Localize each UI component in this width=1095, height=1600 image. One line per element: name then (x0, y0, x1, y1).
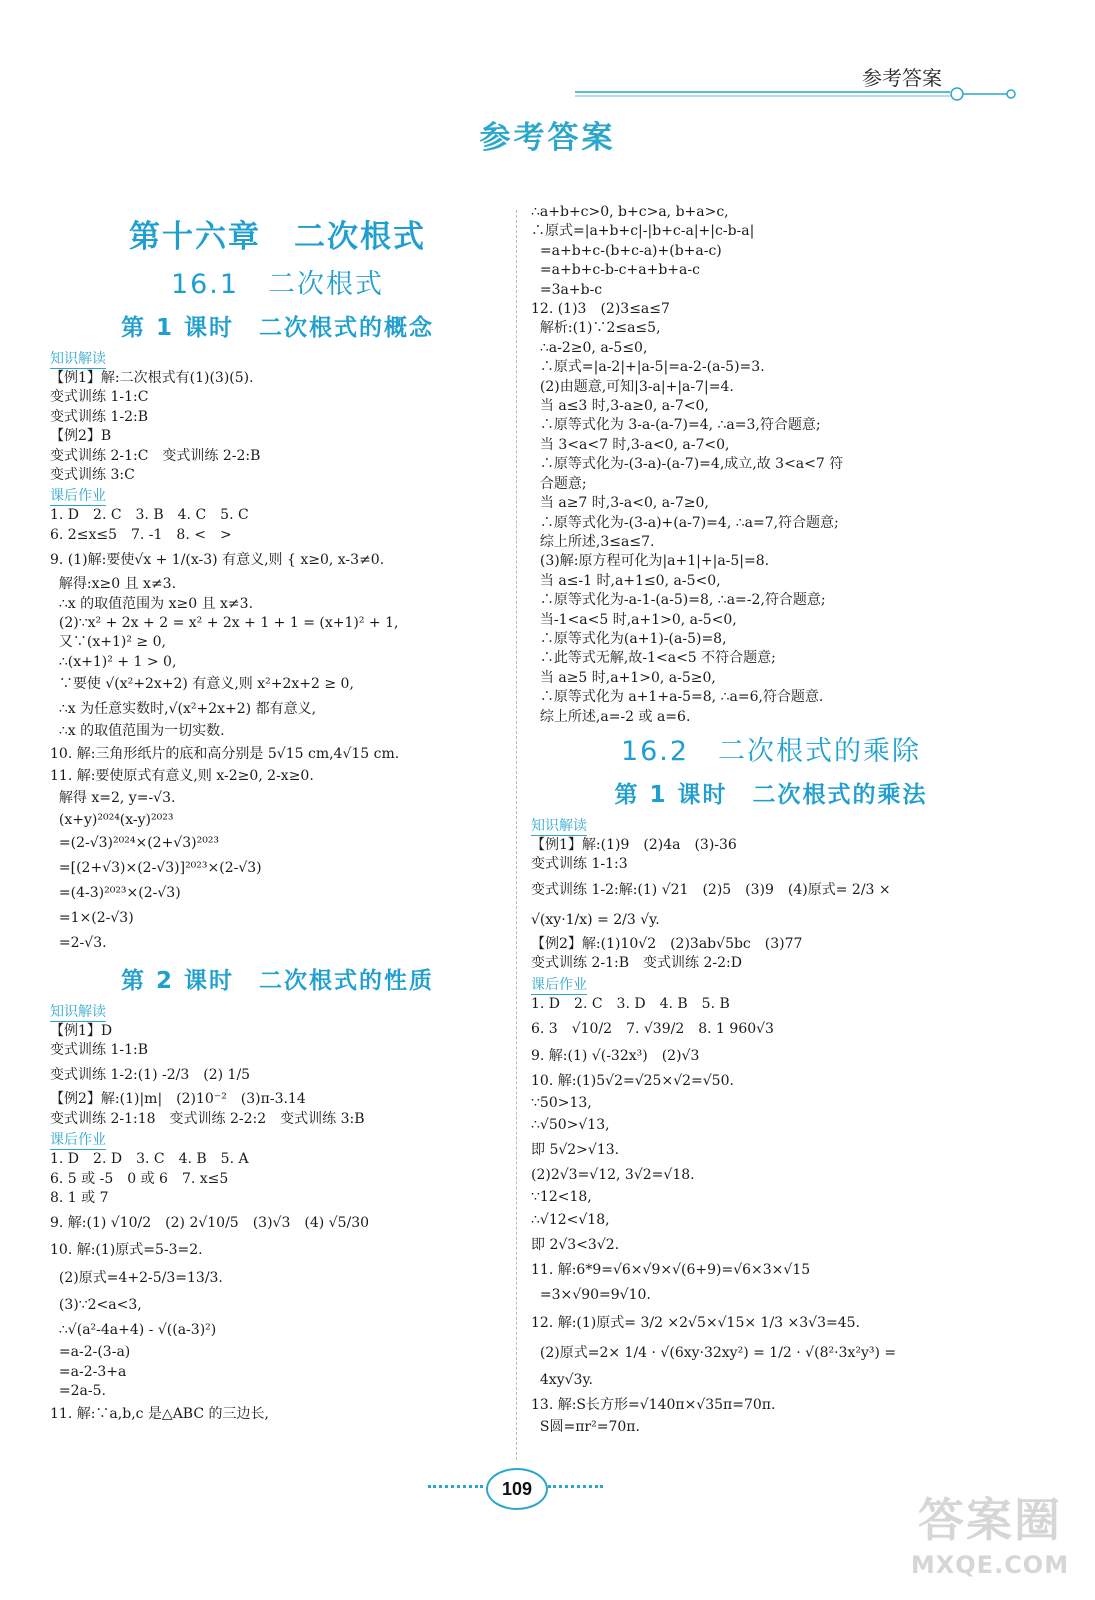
answer-line: 又∵(x+1)² ≥ 0, (50, 634, 166, 651)
answer-block (50, 369, 505, 485)
answer-line: =a-2-(3-a) (50, 1344, 131, 1361)
answer-line: 即 2√3<3√2. (531, 1236, 620, 1253)
answer-line: ∴a+b+c>0, b+c>a, b+a>c, (531, 204, 729, 220)
answer-line: ∴此等式无解,故-1<a<5 不符合题意; (531, 650, 776, 667)
answer-line: S圆=πr²=70π. (531, 1418, 640, 1435)
answer-line: 【例1】解:二次根式有(1)(3)(5). (50, 370, 254, 386)
answer-line: 解得 x=2, y=-√3. (50, 790, 176, 807)
answer-line: 11. 解:∵a,b,c 是△ABC 的三边长, (50, 1405, 269, 1422)
answer-line: 12. (1)3 (2)3≤a≤7 (531, 301, 670, 318)
answer-line: 【例2】解:(1)|m| (2)10⁻² (3)π-3.14 (50, 1091, 306, 1108)
answer-line: 6. 3 √10/2 7. √39/2 8. 1 960√3 (531, 1021, 774, 1037)
answer-line: 10. 解:三角形纸片的底和高分别是 5√15 cm,4√15 cm. (50, 745, 400, 762)
page-number-decoration (428, 1485, 483, 1488)
answer-line: 解得:x≥0 且 x≠3. (50, 576, 177, 593)
subheading-knowledge: 知识解读 (50, 351, 106, 367)
answer-line: 1. D 2. C 3. D 4. B 5. B (531, 995, 730, 1012)
answer-line: 11. 解:6*9=√6×√9×√(6+9)=√6×3×√15 (531, 1261, 811, 1278)
answer-line: 【例2】解:(1)10√2 (2)3ab√5bc (3)77 (531, 935, 803, 952)
answer-line: 合题意; (531, 475, 587, 492)
answer-line: 即 5√2>√13. (531, 1142, 620, 1159)
answer-line: 当 a≤3 时,3-a≥0, a-7<0, (531, 398, 709, 415)
answer-line: ∵12<18, (531, 1189, 592, 1206)
answer-line: 当 3<a<7 时,3-a<0, a-7<0, (531, 436, 730, 453)
answer-line: 8. 1 或 7 (50, 1189, 109, 1206)
answer-line: 10. 解:(1)原式=5-3=2. (50, 1242, 203, 1259)
page-number: 109 (486, 1468, 548, 1510)
section-title: 16.1 二次根式 (170, 269, 385, 300)
answer-line: 【例1】D (50, 1022, 113, 1039)
answer-line: (2)原式=2× 1/4 · √(6xy·32xy²) = 1/2 · √(8²·3x²y³) = (531, 1344, 897, 1361)
answer-line: ∴√12<√18, (531, 1211, 610, 1228)
answer-line: 变式训练 1-1:B (50, 1041, 148, 1058)
answer-line: ∴原等式化为(a+1)-(a-5)=8, (531, 630, 727, 647)
answer-block (531, 995, 1011, 1438)
header-label: 参考答案 (862, 68, 942, 90)
answer-line: 12. 解:(1)原式= 3/2 ×2√5×√15× 1/3 ×3√3=45. (531, 1314, 860, 1331)
answer-line: (2)2√3=√12, 3√2=√18. (531, 1167, 695, 1184)
answer-block (50, 1150, 505, 1426)
answer-line: ∴原式=|a-2|+|a-5|=a-2-(a-5)=3. (531, 359, 765, 376)
answer-line: =a+b+c-b-c+a+b+a-c (531, 262, 700, 279)
answer-line: 9. 解:(1) √10/2 (2) 2√10/5 (3)√3 (4) √5/30 (50, 1215, 370, 1232)
answer-line: ∴原式=|a+b+c|-|b+c-a|+|c-b-a| (531, 223, 755, 240)
watermark-text: 答案圈 (918, 1493, 1062, 1547)
answer-line: 【例2】B (50, 428, 112, 445)
answer-line: =(4-3)²⁰²³×(2-√3) (50, 884, 181, 901)
section-title: 16.2 二次根式的乘除 (620, 735, 922, 767)
answer-line: 【例1】解:(1)9 (2)4a (3)-36 (531, 836, 737, 853)
answer-line: 变式训练 2-1:C 变式训练 2-2:B (50, 447, 261, 464)
answer-line: =[(2+√3)×(2-√3)]²⁰²³×(2-√3) (50, 859, 262, 876)
answer-line: ∴原等式化为-(3-a)+(a-7)=4, ∴a=7,符合题意; (531, 514, 839, 531)
answer-line: 解析:(1)∵2≤a≤5, (531, 320, 661, 337)
answer-line: =2-√3. (50, 934, 107, 951)
answer-block (531, 203, 1011, 727)
right-column (531, 203, 1011, 1437)
subheading-knowledge: 知识解读 (531, 817, 587, 834)
answer-line: ∴原等式化为 a+1+a-5=8, ∴a=6,符合题意. (531, 689, 824, 706)
lesson-title: 第 1 课时 二次根式的概念 (120, 315, 435, 341)
answer-line: 综上所述,a=-2 或 a=6. (531, 708, 691, 725)
answer-line: 1. D 2. D 3. C 4. B 5. A (50, 1151, 249, 1168)
subheading-knowledge: 知识解读 (50, 1003, 106, 1020)
subheading-homework: 课后作业 (50, 488, 106, 505)
lesson-title: 第 1 课时 二次根式的乘法 (614, 781, 928, 808)
answer-line: =a+b+c-(b+c-a)+(b+a-c) (531, 242, 722, 259)
answer-line: ∵50>13, (531, 1095, 592, 1111)
answer-line: ∴√50>√13, (531, 1117, 610, 1134)
answer-line: =a-2-3+a (50, 1363, 127, 1380)
answer-block (50, 506, 505, 955)
answer-line: 变式训练 1-2:解:(1) √21 (2)5 (3)9 (4)原式= 2/3 × (531, 881, 891, 898)
subheading-homework: 课后作业 (50, 1132, 106, 1149)
chapter-title: 第十六章 二次根式 (129, 219, 426, 255)
answer-line: ∴原等式化为-(3-a)-(a-7)=4,成立,故 3<a<7 符 (531, 456, 844, 473)
answer-line: ∴原等式化为-a-1-(a-5)=8, ∴a=-2,符合题意; (531, 592, 826, 609)
answer-line: 当-1<a<5 时,a+1>0, a-5<0, (531, 611, 737, 628)
page-title: 参考答案 (479, 120, 616, 156)
answer-line: 11. 解:要使原式有意义,则 x-2≥0, 2-x≥0. (50, 767, 314, 784)
answer-line: ∴(x+1)² + 1 > 0, (50, 653, 177, 670)
answer-line: ∴x 为任意实数时,√(x²+2x+2) 都有意义, (50, 701, 317, 718)
answer-line: =3×√90=9√10. (531, 1286, 651, 1303)
answer-line: ∴x 的取值范围为 x≥0 且 x≠3. (50, 595, 254, 612)
answer-block (50, 1022, 505, 1130)
answer-line: ∴原等式化为 3-a-(a-7)=4, ∴a=3,符合题意; (531, 417, 821, 434)
answer-line: ∴√(a²-4a+4) - √((a-3)²) (50, 1322, 217, 1339)
answer-line: ∴x 的取值范围为一切实数. (50, 723, 225, 740)
answer-line: 变式训练 2-1:B 变式训练 2-2:D (531, 955, 742, 972)
answer-line: ∵要使 √(x²+2x+2) 有意义,则 x²+2x+2 ≥ 0, (50, 676, 354, 693)
answer-line: 当 a≥5 时,a+1>0, a-5≥0, (531, 669, 716, 686)
header-decoration (575, 78, 1025, 108)
watermark-url: MXQE.COM (910, 1551, 1070, 1579)
answer-line: =3a+b-c (531, 281, 603, 298)
answer-line: =2a-5. (50, 1383, 106, 1400)
lesson-title: 第 2 课时 二次根式的性质 (120, 967, 435, 994)
answer-line: 当 a≤-1 时,a+1≤0, a-5<0, (531, 572, 721, 589)
answer-line: 综上所述,3≤a≤7. (531, 533, 655, 550)
answer-line: 1. D 2. C 3. B 4. C 5. C (50, 507, 249, 524)
watermark-logo (900, 1490, 1080, 1595)
subheading-homework: 课后作业 (531, 976, 587, 993)
answer-line: 变式训练 3:C (50, 467, 135, 484)
answer-line: 变式训练 2-1:18 变式训练 2-2:2 变式训练 3:B (50, 1110, 365, 1127)
answer-line: 6. 2≤x≤5 7. -1 8. < > (50, 526, 232, 543)
answer-line: (3)解:原方程可化为|a+1|+|a-5|=8. (531, 553, 770, 570)
answer-line: 变式训练 1-2:B (50, 408, 148, 425)
answer-line: √(xy·1/x) = 2/3 √y. (531, 911, 660, 928)
answer-line: (2)由题意,可知|3-a|+|a-7|=4. (531, 378, 734, 395)
answer-line: =(2-√3)²⁰²⁴×(2+√3)²⁰²³ (50, 834, 220, 851)
answer-line: (x+y)²⁰²⁴(x-y)²⁰²³ (50, 812, 174, 829)
answer-line: 当 a≥7 时,3-a<0, a-7≥0, (531, 495, 709, 512)
answer-line: 10. 解:(1)5√2=√25×√2=√50. (531, 1073, 734, 1089)
answer-line: 13. 解:S长方形=√140π×√35π=70π. (531, 1396, 776, 1413)
answer-block (531, 836, 1011, 974)
answer-line: (2)∵x² + 2x + 2 = x² + 2x + 1 + 1 = (x+1)² + 1, (50, 615, 399, 632)
answer-line: 变式训练 1-1:3 (531, 856, 628, 873)
answer-line: (2)原式=4+2-5/3=13/3. (50, 1270, 223, 1287)
column-divider (516, 210, 517, 1460)
page-number-decoration (548, 1485, 603, 1488)
answer-line: 4xy√3y. (531, 1371, 593, 1388)
answer-line: 9. 解:(1) √(-32x³) (2)√3 (531, 1048, 700, 1064)
left-column (50, 203, 505, 1427)
answer-line: 变式训练 1-2:(1) -2/3 (2) 1/5 (50, 1067, 251, 1084)
answer-line: ∴a-2≥0, a-5≤0, (531, 339, 648, 356)
answer-line: 变式训练 1-1:C (50, 389, 149, 406)
answer-line: 9. (1)解:要使√x + 1/(x-3) 有意义,则 { x≥0, x-3≠0. (50, 552, 385, 569)
answer-line: (3)∵2<a<3, (50, 1297, 142, 1314)
answer-line: 6. 5 或 -5 0 或 6 7. x≤5 (50, 1170, 229, 1187)
answer-line: =1×(2-√3) (50, 909, 134, 926)
